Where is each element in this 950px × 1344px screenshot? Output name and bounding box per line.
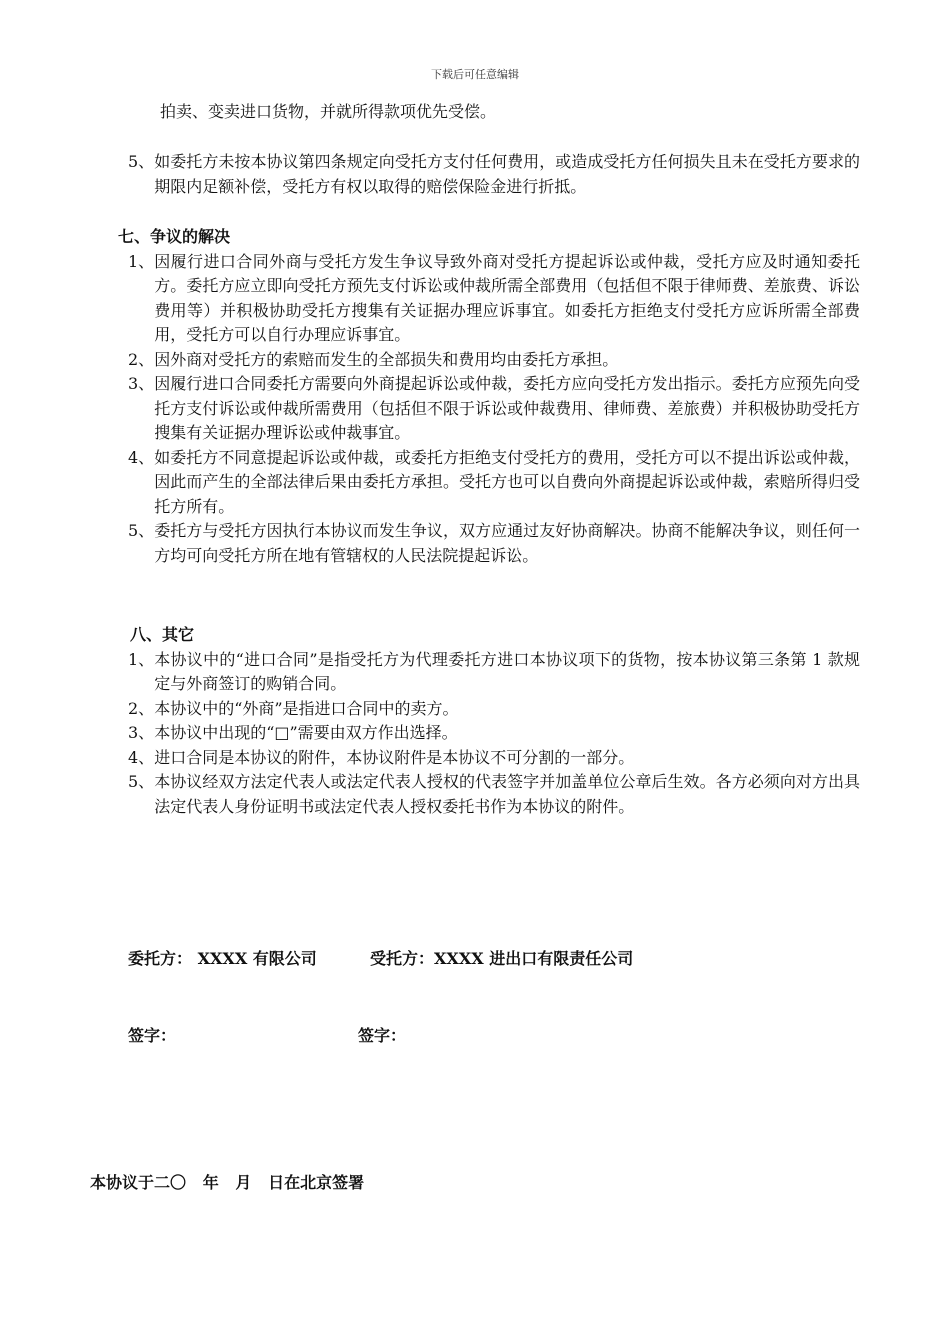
- list-item: [128, 721, 860, 746]
- item-text: 如委托方未按本协议第四条规定向受托方支付任何费用，或造成受托方任何损失且未在受托方要求的期限内足额补偿，受托方有权以取得的赔偿保险金进行折抵。: [154, 152, 860, 196]
- item-number: 3、: [128, 723, 155, 742]
- signing-date-note: 本协议于二〇 年 月 日在北京签署: [90, 1173, 365, 1192]
- item-text: 本协议经双方法定代表人或法定代表人授权的代表签字并加盖单位公章后生效。各方必须向对方出具法定代表人身份证明书或法定代表人授权委托书作为本协议的附件。: [154, 772, 860, 816]
- section-8: [0, 623, 950, 819]
- client-signature-label: 签字：: [128, 1026, 177, 1045]
- agent-party: 受托方：XXXX 进出口有限责任公司: [370, 949, 634, 968]
- list-item: [128, 348, 860, 373]
- list-item: [128, 250, 860, 348]
- section-8-title: 八、其它: [130, 625, 195, 644]
- item-number: 5、: [128, 521, 155, 540]
- clause-6-continuation: [0, 100, 950, 125]
- section-8-list: [0, 648, 860, 820]
- list-item: [0, 150, 860, 199]
- item-number: 5、: [128, 772, 155, 791]
- item-text: 本协议中的“外商”是指进口合同中的卖方。: [154, 698, 459, 718]
- clause-6-item-5: [0, 150, 950, 199]
- list-item: [128, 648, 860, 697]
- item-text: 进口合同是本协议的附件，本协议附件是本协议不可分割的一部分。: [154, 747, 635, 767]
- item-text: 本协议中的“进口合同”是指受托方为代理委托方进口本协议项下的货物，按本协议第三条第 1 款规定与外商签订的购销合同。: [154, 649, 860, 693]
- item-number: 4、: [128, 447, 155, 467]
- client-party: 委托方： XXXX 有限公司: [128, 949, 317, 968]
- item-text: 委托方与受托方因执行本协议而发生争议，双方应通过友好协商解决。协商不能解决争议，则任何一方均可向受托方所在地有管辖权的人民法院提起诉讼。: [154, 521, 860, 565]
- item-number: 1、: [128, 649, 155, 669]
- item-text: 本协议中出现的“□”需要由双方作出选择。: [154, 723, 458, 742]
- item-text: 因外商对受托方的索赔而发生的全部损失和费用均由委托方承担。: [154, 349, 619, 369]
- agent-signature-label: 签字：: [358, 1026, 407, 1045]
- list-item: [128, 697, 860, 722]
- item-number: 2、: [128, 349, 155, 369]
- item-text: 因履行进口合同外商与受托方发生争议导致外商对受托方提起诉讼或仲裁，受托方应及时通知委托方。委托方应立即向受托方预先支付诉讼或仲裁所需全部费用（包括但不限于律师费、差旅费、诉讼费用等）并积极协助受托方搜集有关证据办理应诉事宜。如委托方拒绝支付受托方应诉所需全部费用，受托方可以自行办理应诉事宜。: [154, 251, 860, 344]
- item-number: 4、: [128, 747, 155, 767]
- section-7: [0, 225, 950, 568]
- list-item: [128, 770, 860, 819]
- list-item: [128, 746, 860, 771]
- section-7-title: 七、争议的解决: [118, 227, 231, 246]
- item-number: 3、: [128, 374, 155, 393]
- item-number: 1、: [128, 251, 155, 271]
- item-text: 因履行进口合同委托方需要向外商提起诉讼或仲裁，委托方应向受托方发出指示。委托方应预先向受托方支付诉讼或仲裁所需费用（包括但不限于诉讼或仲裁费用、律师费、差旅费）并积极协助受托方搜集有关证据办理诉讼或仲裁事宜。: [154, 374, 860, 442]
- item-number: 2、: [128, 698, 155, 718]
- list-item: [128, 372, 860, 446]
- page-header: 下载后可任意编辑: [431, 68, 519, 81]
- list-item: [128, 446, 860, 520]
- list-item: [128, 519, 860, 568]
- item-text: 如委托方不同意提起诉讼或仲裁，或委托方拒绝支付受托方的费用，受托方可以不提出诉讼或仲裁，因此而产生的全部法律后果由委托方承担。受托方也可以自费向外商提起诉讼或仲裁，索赔所得归受托方所有。: [154, 447, 860, 516]
- continuation-text: 拍卖、变卖进口货物，并就所得款项优先受偿。: [160, 102, 497, 121]
- item-number: 5、: [128, 152, 155, 171]
- section-7-list: [0, 250, 860, 569]
